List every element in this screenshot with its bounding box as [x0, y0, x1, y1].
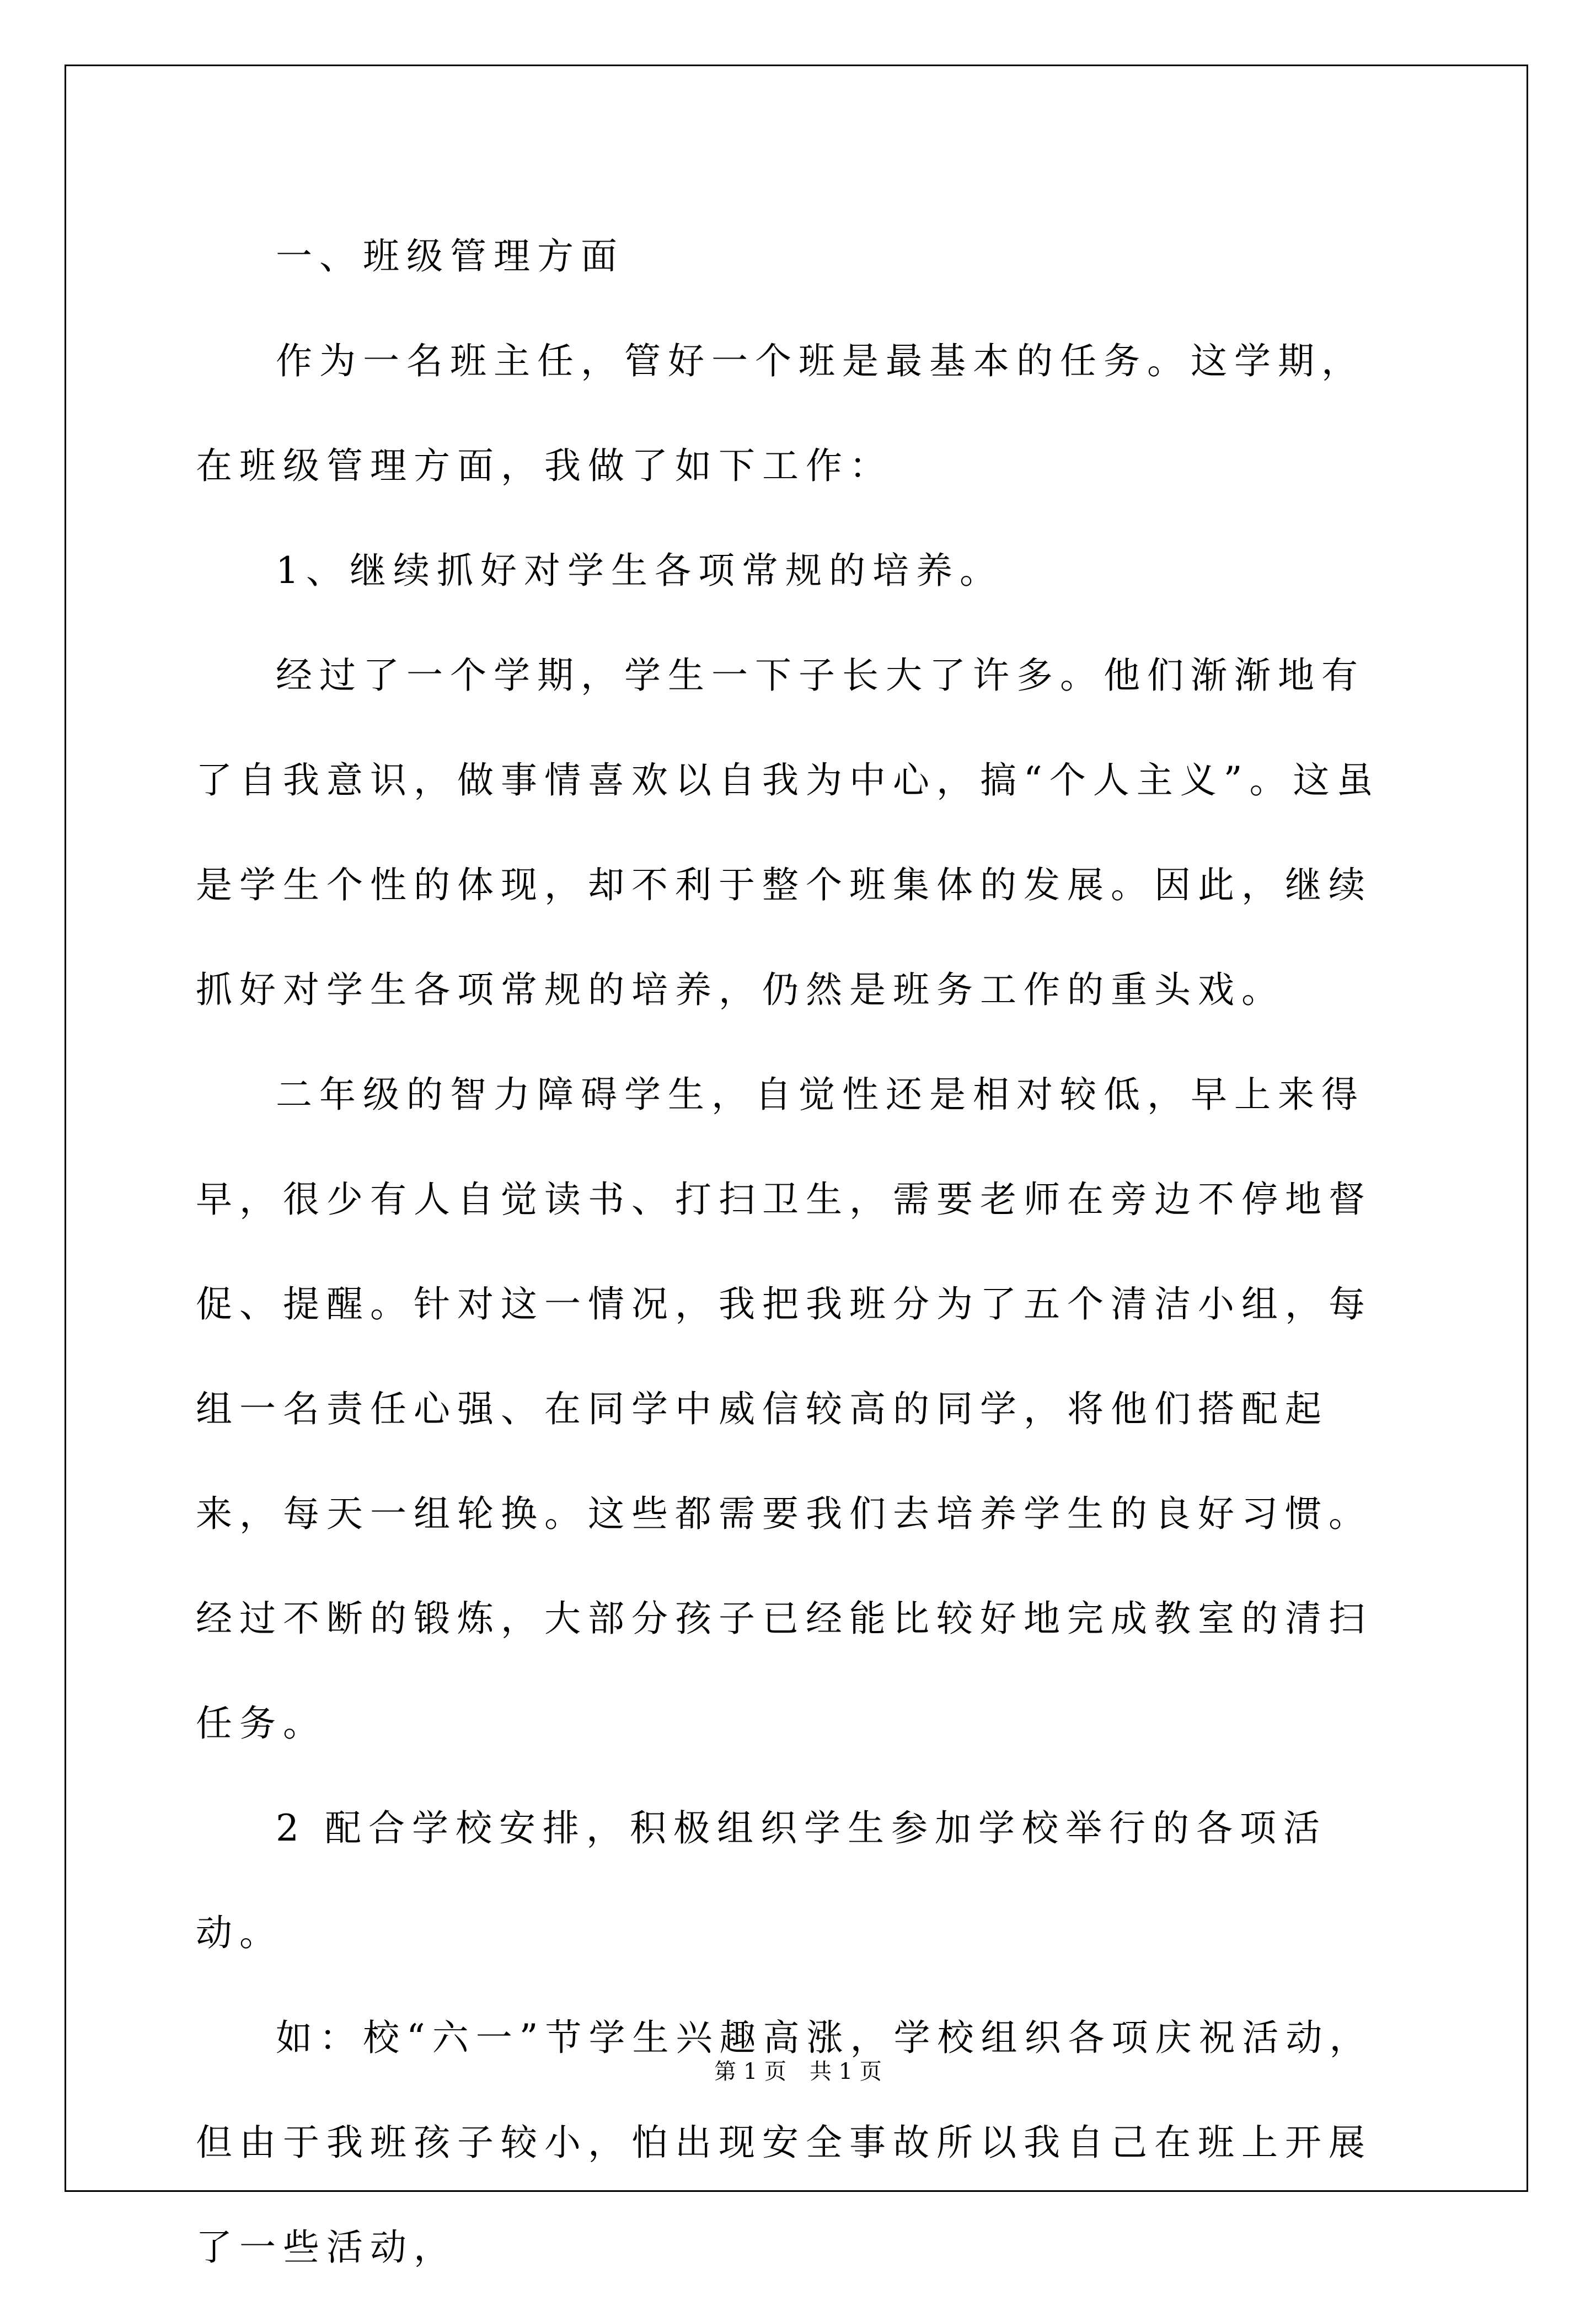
list-item-heading: 1、继续抓好对学生各项常规的培养。	[276, 549, 1003, 592]
document-body	[196, 204, 1401, 2300]
paragraph: 二年级的智力障碍学生，自觉性还是相对较低，早上来得早，很少有人自觉读书、打扫卫生，需要老师在旁边不停地督促、提醒。针对这一情况，我把我班分为了五个清洁小组，每组一名责任心强、在同学中威信较高的同学，将他们搭配起来，每天一组轮换。这些都需要我们去培养学生的良好习惯。经过不断的锻炼，大部分孩子已经能比较好地完成教室的清扫任务。	[196, 1073, 1372, 1745]
page-total: 共 1 页	[810, 2059, 882, 2084]
paragraph: 经过了一个学期，学生一下子长大了许多。他们渐渐地有了自我意识，做事情喜欢以自我为中心，搞“个人主义”。这虽是学生个性的体现，却不利于整个班集体的发展。因此，继续抓好对学生各项常规的培养，仍然是班务工作的重头戏。	[196, 654, 1380, 1011]
paragraph: 作为一名班主任，管好一个班是最基本的任务。这学期，在班级管理方面，我做了如下工作：	[196, 340, 1365, 487]
list-item-heading: 2 配合学校安排，积极组织学生参加学校举行的各项活动。	[196, 1807, 1327, 1954]
page-number: 第 1 页	[714, 2059, 786, 2084]
section-heading: 一、班级管理方面	[276, 235, 624, 277]
paragraph: 如：校“六一”节学生兴趣高涨，学校组织各项庆祝活动，但由于我班孩子较小，怕出现安全事故所以我自己在班上开展了一些活动，	[196, 2016, 1373, 2269]
page-footer	[0, 2056, 1596, 2087]
